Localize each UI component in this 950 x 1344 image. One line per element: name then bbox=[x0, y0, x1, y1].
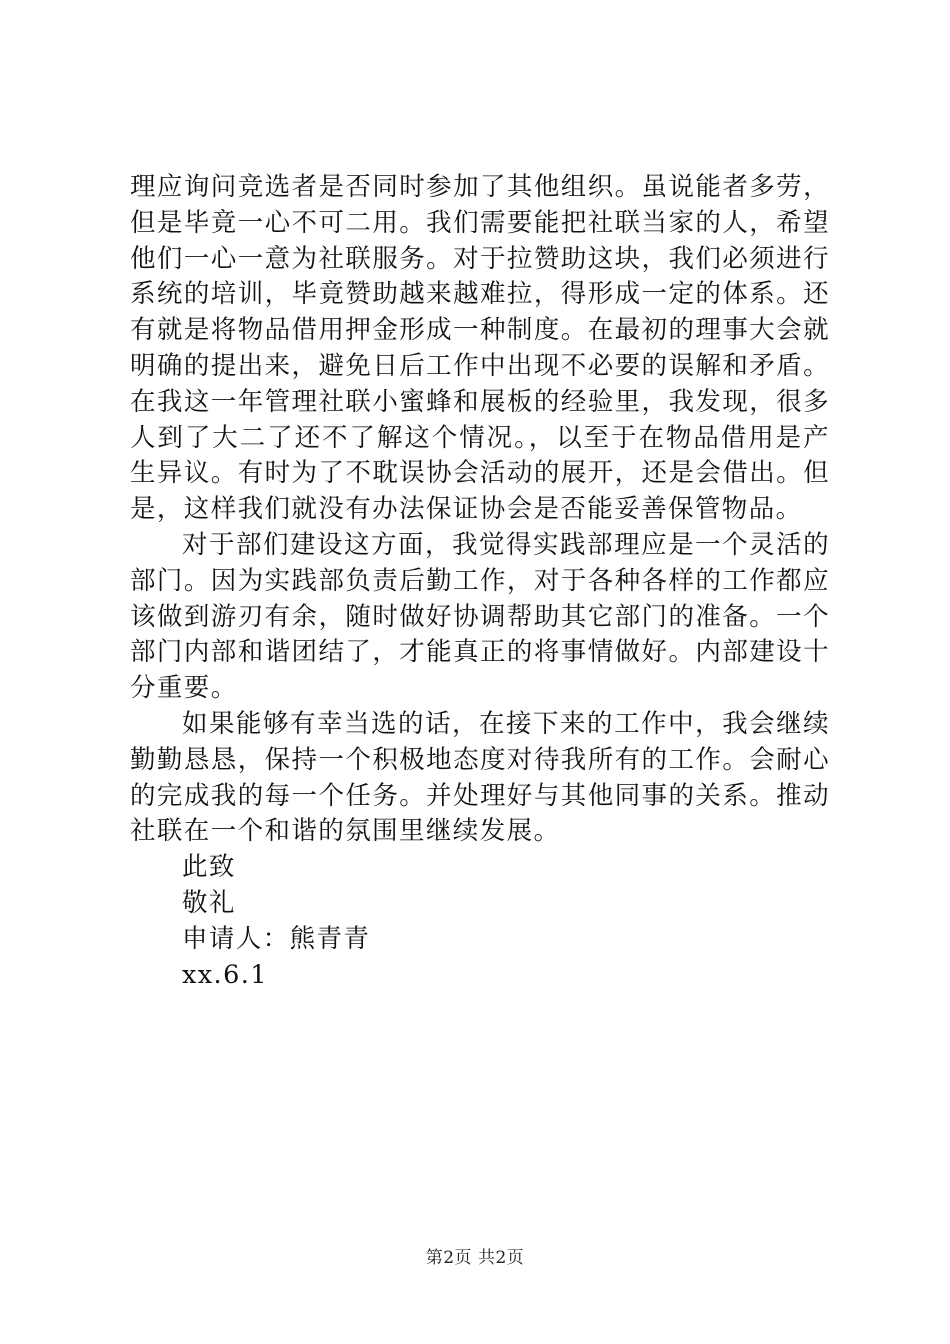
letter-body bbox=[130, 170, 830, 993]
letter-date: xx.6.1 bbox=[182, 959, 268, 990]
paragraph-commitment: 如果能够有幸当选的话，在接下来的工作中，我会继续勤勤恳恳，保持一个积极地态度对待我所有的工作。会耐心的完成我的每一个任务。并处理好与其他同事的关系。推动社联在一个和谐的氛围里继续发展。 bbox=[130, 708, 830, 847]
salute-phrase: 敬礼 bbox=[182, 887, 236, 918]
paragraph-continued: 理应询问竞选者是否同时参加了其他组织。虽说能者多劳，但是毕竟一心不可二用。我们需要能把社联当家的人，希望他们一心一意为社联服务。对于拉赞助这块，我们必须进行系统的培训，毕竟赞助越来越难拉，得形成一定的体系。还有就是将物品借用押金形成一种制度。在最初的理事大会就明确的提出来，避免日后工作中出现不必要的误解和矛盾。在我这一年管理社联小蜜蜂和展板的经验里，我发现，很多人到了大二了还不了解这个情况。，以至于在物品借用是产生异议。有时为了不耽误协会活动的展开，还是会借出。但是，这样我们就没有办法保证协会是否能妥善保管物品。 bbox=[130, 172, 830, 525]
applicant-signature: 申请人：熊青青 bbox=[182, 923, 371, 954]
paragraph-department-building: 对于部们建设这方面，我觉得实践部理应是一个灵活的部门。因为实践部负责后勤工作，对于各种各样的工作都应该做到游刃有余，随时做好协调帮助其它部门的准备。一个部门内部和谐团结了，才能真正的将事情做好。内部建设十分重要。 bbox=[130, 529, 830, 704]
page-footer: 第2页 共2页 bbox=[425, 1248, 525, 1268]
closing-phrase: 此致 bbox=[182, 852, 236, 883]
